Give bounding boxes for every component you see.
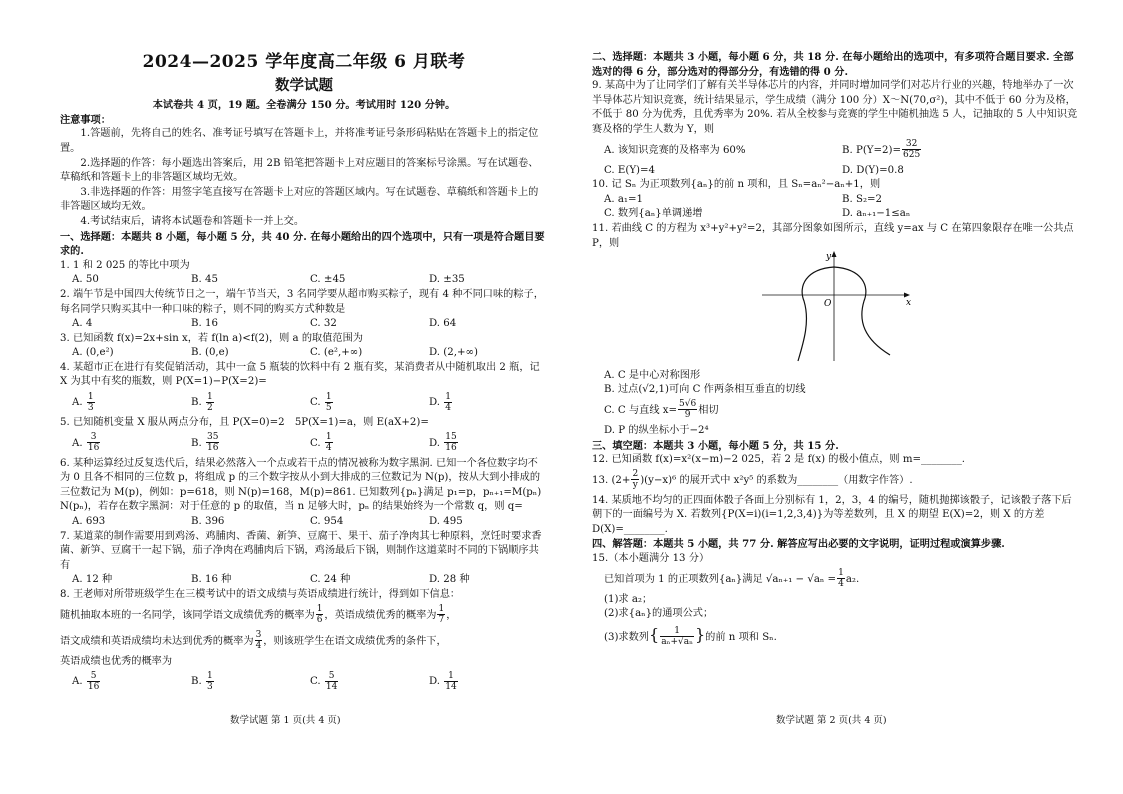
page-1: [60, 0, 552, 794]
question-13: 13. (2+ $\frac{2}{y}$ )(y−x)⁶ 的展开式中 x²y⁵ 的系数为________（用数字作答）.: [592, 469, 913, 491]
option: D. (2,+∞): [429, 347, 478, 359]
question-10: 10. 记 Sₙ 为正项数列{aₙ}的前 n 项和，且 Sₙ=aₙ²−aₙ+1，则: [592, 179, 881, 191]
question-6-options: [72, 515, 548, 530]
curve-graph: [592, 251, 1080, 363]
question-15-part-2: (2)求{aₙ}的通项公式；: [604, 608, 714, 620]
question-1-options: [72, 273, 548, 288]
option: C. 数列{aₙ}单调递增: [604, 208, 703, 220]
note-1: 1.答题前，先将自己的姓名、准考证号填写在答题卡上，并将准考证号条形码粘贴在答题卡上的指定位置。: [60, 128, 539, 154]
option: A. $\frac{5}{16}$: [72, 670, 100, 692]
footer-left: 数学试题 第 1 页(共 4 页): [230, 715, 341, 726]
notes-heading: 注意事项：: [60, 113, 111, 126]
option: B. 16 种: [191, 574, 232, 586]
note-2: 2.选择题的作答：每小题选出答案后，用 2B 铅笔把答题卡上对应题目的答案标号涂黑。写在试题卷、草稿纸和答题卡上的非答题区域均无效。: [60, 157, 539, 184]
option: A. 4: [72, 318, 93, 330]
option: B. P(Y=2)= $\frac{32}{625}$: [842, 139, 921, 161]
x-axis-label: x: [906, 298, 912, 309]
question-5-options: [72, 431, 548, 457]
question-12: 12. 已知函数 f(x)=x²(x−m)−2 025，若 2 是 f(x) 的极小值点，则 m=________.: [592, 454, 966, 466]
question-15-part-1: (1)求 a₂；: [604, 593, 653, 605]
footer-right: 数学试题 第 2 页(共 4 页): [776, 715, 887, 726]
question-4-options: [72, 390, 548, 416]
option: D. $\frac{15}{16}$: [429, 432, 457, 454]
question-11-option-a: A. C 是中心对称图形: [604, 369, 701, 381]
question-9-options-cd: [604, 164, 1080, 179]
note-4: 4.考试结束后，请将本试题卷和答题卡一并上交。: [80, 215, 305, 227]
option: C. $\frac{1}{5}$: [310, 391, 332, 413]
option: B. (0,e): [191, 347, 229, 359]
option: C. E(Y)=4: [604, 164, 656, 176]
option: B. S₂=2: [842, 193, 883, 205]
note-3: 3.非选择题的作答：用签字笔直接写在答题卡上对应的答题区域内。写在试题卷、草稿纸和答题卡上的非答题区域均无效。: [60, 186, 539, 213]
option: B. $\frac{35}{16}$: [191, 432, 219, 454]
option: D. 28 种: [429, 574, 470, 586]
option: D. $\frac{1}{14}$: [429, 670, 457, 692]
option: B. 396: [191, 516, 225, 528]
section-1-heading: 一、选择题：本题共 8 小题，每小题 5 分，共 40 分. 在每小题给出的四个选项中，只有一项是符合题目要求的.: [60, 230, 545, 258]
origin-label: O: [824, 299, 832, 310]
option: A. $\frac{1}{3}$: [72, 391, 94, 413]
question-15-part-3: (3)求数列{ $\frac{1}{\text{aₙ+√aₙ}}$ }的前 n 项和 Sₙ.: [604, 624, 777, 648]
option: D. ±35: [429, 274, 465, 286]
page-2: [592, 0, 1080, 794]
question-9: 9. 某高中为了让同学们了解有关半导体芯片的内容，并同时增加同学们对芯片行业的兴趣，特地举办了一次半导体芯片知识竞赛，统计结果显示，学生成绩（满分 100 分）X～N(70,σ²)，其中不低于 60 分为及格，不低于 80 分为优秀，且优秀率为 20%. 若从全校参与竞赛的学生中随机抽选 5 人，记抽取的 5 人中知识竞赛及格的学生人数为 Y，则: [592, 80, 1078, 135]
question-8: 8. 王老师对所带班级学生在三模考试中的语文成绩与英语成绩进行统计，得到如下信息： 随机抽取本班的一名同学，该同学语文成绩优秀的概率为 $\frac{1}{6}$ ，英语成绩优秀的概率为 $\frac{1}{7}$ ， 语文成绩和英语成绩均未达到优秀的概率为 $\frac{3}{4}$ ，则该班学生在语文成绩优秀的条件下， 英语成绩也优秀的概率为: [60, 589, 461, 667]
question-9-options-ab: [604, 138, 1080, 164]
option: B. 16: [191, 318, 218, 330]
exam-subtitle: 数学试题: [275, 76, 333, 94]
option: D. 64: [429, 318, 457, 330]
option: D. $\frac{1}{4}$: [429, 391, 452, 413]
question-11-option-b: B. 过点(√2,1)可向 C 作两条相互垂直的切线: [604, 384, 806, 396]
curve: [798, 267, 890, 361]
question-3: 3. 已知函数 f(x)=2x+sin x，若 f(ln a)<f(2)，则 a 的取值范围为: [60, 332, 363, 344]
question-7: 7. 某道菜的制作需要用到鸡汤、鸡脯肉、香菌、新笋、豆腐干、果干、茄子净肉其七种原料，烹饪时要求香菌、新笋、豆腐干一起下锅，茄子净肉在鸡脯肉后下锅，鸡汤最后下锅，则制作这道菜时不同的下锅顺序共有: [60, 530, 542, 571]
question-15-title: 15.（本小题满分 13 分）: [592, 553, 710, 565]
question-11-option-d: D. P 的纵坐标小于−2⁴: [604, 424, 709, 436]
option: A. (0,e²): [72, 347, 114, 359]
option: A. 该知识竞赛的及格率为 60%: [604, 144, 746, 156]
option: A. $\frac{3}{16}$: [72, 432, 100, 454]
question-8-options: [72, 669, 548, 695]
section-4-heading: 四、解答题：本题共 5 小题，共 77 分. 解答应写出必要的文字说明，证明过程或演算步骤.: [592, 538, 1005, 551]
exam-title: 2024—2025 学年度高二年级 6 月联考: [142, 52, 466, 72]
option: C. $\frac{5}{14}$: [310, 670, 338, 692]
question-2: 2. 端午节是中国四大传统节日之一，端午节当天，3 名同学要从超市购买粽子，现有 4 种不同口味的粽子，每名同学只购买其中一种口味的粽子，则不同的购买方式种数是: [60, 288, 544, 315]
question-4: 4. 某超市正在进行有奖促销活动，其中一盒 5 瓶装的饮料中有 2 瓶有奖，某消费者从中随机取出 2 瓶，记 X 为其中有奖的瓶数，则 P(X=1)−P(X=2)=: [60, 361, 540, 388]
option: A. 12 种: [72, 574, 113, 586]
option: C. (e²,+∞): [310, 347, 363, 359]
exam-info: 本试卷共 4 页，19 题。全卷满分 150 分。考试用时 120 分钟。: [152, 99, 456, 112]
question-15-stem: 已知首项为 1 的正项数列{aₙ}满足 √aₙ₊₁ − √aₙ = $\frac{1}{4}$ a₂.: [604, 568, 860, 590]
option: D. D(Y)=0.8: [842, 164, 904, 176]
option: C. 32: [310, 318, 337, 330]
option: C. 954: [310, 516, 344, 528]
option: C. 24 种: [310, 574, 351, 586]
option: C. ±45: [310, 274, 346, 286]
y-axis-label: y: [826, 252, 832, 263]
x-axis-arrow: [904, 293, 910, 298]
option: B. $\frac{1}{3}$: [191, 670, 213, 692]
option: A. 50: [72, 274, 99, 286]
option: C. $\frac{1}{4}$: [310, 432, 332, 454]
section-2-heading: 二、选择题：本题共 3 小题，每小题 6 分，共 18 分. 在每小题给出的选项中，有多项符合题目要求. 全部选对的得 6 分，部分选对的得部分分，有选错的得 0 分.: [592, 51, 1074, 78]
question-1: 1. 1 和 2 025 的等比中项为: [60, 259, 190, 271]
option: B. $\frac{1}{2}$: [191, 391, 213, 413]
question-6: 6. 某种运算经过反复迭代后，结果必然落入一个点或若干点的情况被称为数字黑洞. 已知一个各位数字均不为 0 且各不相同的三位数 p，将组成 p 的三个数字按从小到大排成的三位数记为 N(p)，按从大到小排成的三位数记为 M(p)，例如：p=618，则 N(p)=168，M(p)=861. 已知数列{pₙ}满足 p₁=p，pₙ₊₁=M(pₙ) N(pₙ)，若存在数字黑洞：对于任意的 p 的取值，当 n 足够大时，pₙ 的结果始终为一个常数 q，则 q=: [60, 457, 552, 513]
y-axis-arrow: [832, 251, 837, 257]
option: D. 495: [429, 516, 463, 528]
question-11-option-c: C. C 与直线 x= $\frac{5√6}{9}$ 相切: [604, 399, 719, 421]
question-10-options-cd: [604, 207, 1080, 222]
option: D. aₙ₊₁−1≤aₙ: [842, 208, 911, 220]
option: B. 45: [191, 274, 218, 286]
question-2-options: [72, 317, 548, 332]
question-7-options: [72, 573, 548, 588]
section-3-heading: 三、填空题：本题共 3 小题，每小题 5 分，共 15 分.: [592, 439, 839, 452]
question-11: 11. 若曲线 C 的方程为 x³+y²+y²=2，其部分图象如图所示，直线 y=ax 与 C 在第四象限存在唯一公共点 P，则: [592, 222, 1074, 249]
question-10-options-ab: [604, 193, 1080, 208]
question-3-options: [72, 346, 548, 361]
question-5: 5. 已知随机变量 X 服从两点分布，且 P(X=0)=2 5P(X=1)=a，则 E(aX+2)=: [60, 417, 429, 429]
option: A. a₁=1: [604, 193, 644, 205]
question-14: 14. 某质地不均匀的正四面体骰子各面上分别标有 1，2，3，4 的编号，随机抛掷该骰子，记该骰子落下后朝下的一面编号为 X. 若数列{P(X=i)(i=1,2,3,4)}为等差数列，且 X 的期望 E(X)=2，则 X 的方差 D(X)=________.: [592, 494, 1072, 535]
option: A. 693: [72, 516, 106, 528]
